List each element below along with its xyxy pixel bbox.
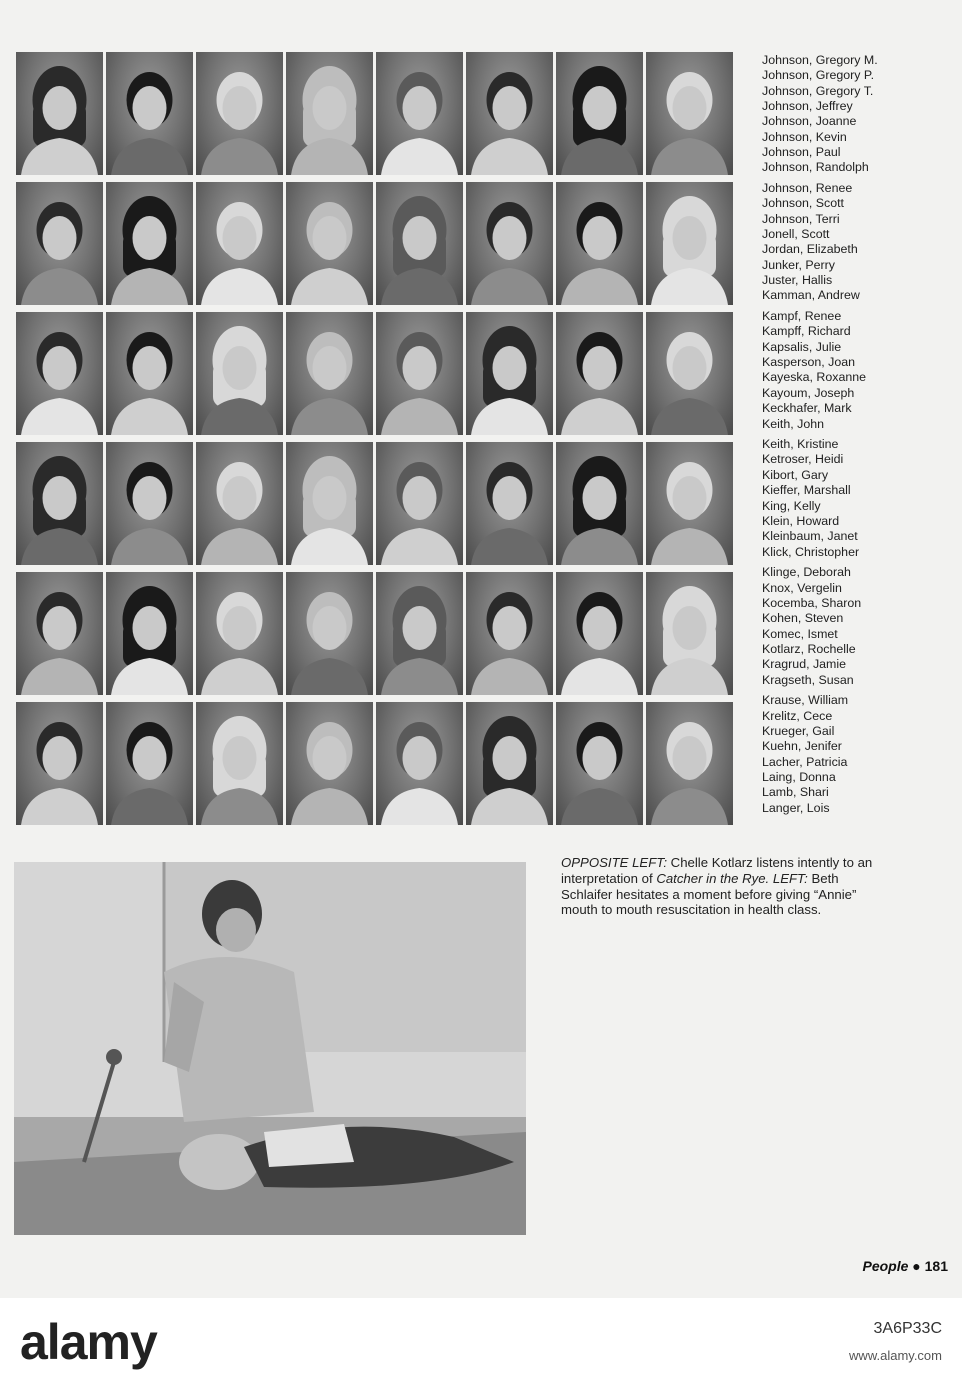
student-name: Kleinbaum, Janet [762,529,858,544]
student-name: Jordan, Elizabeth [762,242,858,257]
name-list [762,53,957,821]
student-name: Kieffer, Marshall [762,483,851,498]
student-portrait [466,442,553,565]
student-name: Junker, Perry [762,257,835,272]
student-name: Johnson, Jeffrey [762,99,853,114]
student-portrait [286,572,373,695]
student-portrait [196,572,283,695]
student-portrait [646,312,733,435]
student-portrait [556,182,643,305]
student-name: Lamb, Shari [762,785,829,800]
name-group [762,309,957,432]
student-portrait [16,702,103,825]
student-portrait [106,52,193,175]
student-name: Johnson, Paul [762,145,841,160]
student-name: Krelitz, Cece [762,708,833,723]
student-name: Kayoum, Joseph [762,385,855,400]
student-name: Johnson, Joanne [762,114,857,129]
student-name: Laing, Donna [762,769,836,784]
page-folio [862,1258,948,1274]
health-class-photo-graphic [14,862,526,1235]
student-portrait [376,312,463,435]
name-group [762,565,957,688]
student-portrait [466,702,553,825]
student-name: Keith, John [762,416,824,431]
folio-page-number: 181 [924,1258,948,1274]
caption-lead-opposite: OPPOSITE LEFT: [561,855,668,870]
folio-bullet: ● [912,1258,921,1274]
student-portrait [196,312,283,435]
student-portrait [286,182,373,305]
student-name: Kamman, Andrew [762,288,860,303]
student-name: Ketroser, Heidi [762,452,844,467]
student-portrait [286,52,373,175]
student-name: Klinge, Deborah [762,565,851,580]
student-name: Kohen, Steven [762,611,844,626]
student-portrait [556,442,643,565]
student-portrait [556,52,643,175]
watermark-url: www.alamy.com [849,1348,942,1363]
student-portrait [466,572,553,695]
student-portrait [376,442,463,565]
student-name: Kragrud, Jamie [762,657,847,672]
student-name: Johnson, Gregory M. [762,53,878,67]
student-name: Johnson, Gregory P. [762,68,875,83]
caption-text-2: Beth Schlaifer hesitates a moment before giving “Annie” mouth to mouth resuscitation in health class. [561,870,857,918]
student-name: Kuehn, Jenifer [762,739,842,754]
student-name: Krause, William [762,693,849,708]
student-portrait [196,702,283,825]
student-portrait [16,52,103,175]
student-name: Johnson, Kevin [762,129,847,144]
student-portrait [106,702,193,825]
student-portrait [376,572,463,695]
caption-text-1: Chelle Kotlarz listens intently to an interpretation of [561,855,873,886]
student-name: Kampf, Renee [762,309,842,324]
watermark-image-id: 3A6P33C [873,1320,942,1337]
student-name: King, Kelly [762,498,821,513]
student-portrait [196,52,283,175]
student-portrait [106,572,193,695]
student-name: Keckhafer, Mark [762,401,852,416]
student-portrait [286,442,373,565]
student-name: Johnson, Randolph [762,160,869,175]
student-name: Kotlarz, Rochelle [762,641,856,656]
student-name: Knox, Vergelin [762,580,842,595]
student-name: Krueger, Gail [762,723,835,738]
student-name: Keith, Kristine [762,437,839,452]
name-group [762,53,957,176]
folio-section: People [862,1258,909,1274]
student-portrait [646,182,733,305]
student-portrait [16,182,103,305]
student-portrait [466,52,553,175]
student-portrait [376,182,463,305]
student-portrait [106,442,193,565]
student-name: Klein, Howard [762,513,840,528]
student-name: Kragseth, Susan [762,672,854,687]
watermark-logo: alamy [20,1314,157,1370]
student-portrait [556,702,643,825]
student-portrait [376,702,463,825]
student-name: Klick, Christopher [762,544,860,559]
photo-caption [561,855,891,918]
student-portrait [196,442,283,565]
student-portrait [286,702,373,825]
student-name: Johnson, Scott [762,196,844,211]
name-group [762,437,957,560]
student-name: Johnson, Renee [762,181,853,196]
student-portrait [466,182,553,305]
student-name: Johnson, Terri [762,211,840,226]
student-name: Kayeska, Roxanne [762,370,867,385]
student-portrait [106,182,193,305]
student-name: Komec, Ismet [762,626,838,641]
student-portrait [646,52,733,175]
caption-lead-left: LEFT: [769,870,808,886]
student-portrait [466,312,553,435]
student-portrait [106,312,193,435]
student-portrait [646,572,733,695]
student-portrait [556,572,643,695]
student-name: Johnson, Gregory T. [762,83,874,98]
student-portrait [646,702,733,825]
student-name: Jonell, Scott [762,227,830,242]
student-portrait [16,442,103,565]
portrait-grid [16,52,733,825]
student-portrait [16,312,103,435]
student-name: Kocemba, Sharon [762,595,862,610]
student-name: Kibort, Gary [762,467,829,482]
student-name: Kapsalis, Julie [762,339,842,354]
health-class-photo [14,862,526,1235]
student-name: Kampff, Richard [762,324,851,339]
student-name: Juster, Hallis [762,273,833,288]
name-group [762,693,957,816]
student-portrait [376,52,463,175]
student-portrait [286,312,373,435]
caption-book-title: Catcher in the Rye. [656,870,770,886]
student-name: Kasperson, Joan [762,355,855,370]
name-group [762,181,957,304]
student-portrait [196,182,283,305]
student-name: Lacher, Patricia [762,754,848,769]
watermark-bar [0,1298,962,1390]
student-name: Langer, Lois [762,800,830,815]
student-portrait [556,312,643,435]
student-portrait [16,572,103,695]
student-portrait [646,442,733,565]
